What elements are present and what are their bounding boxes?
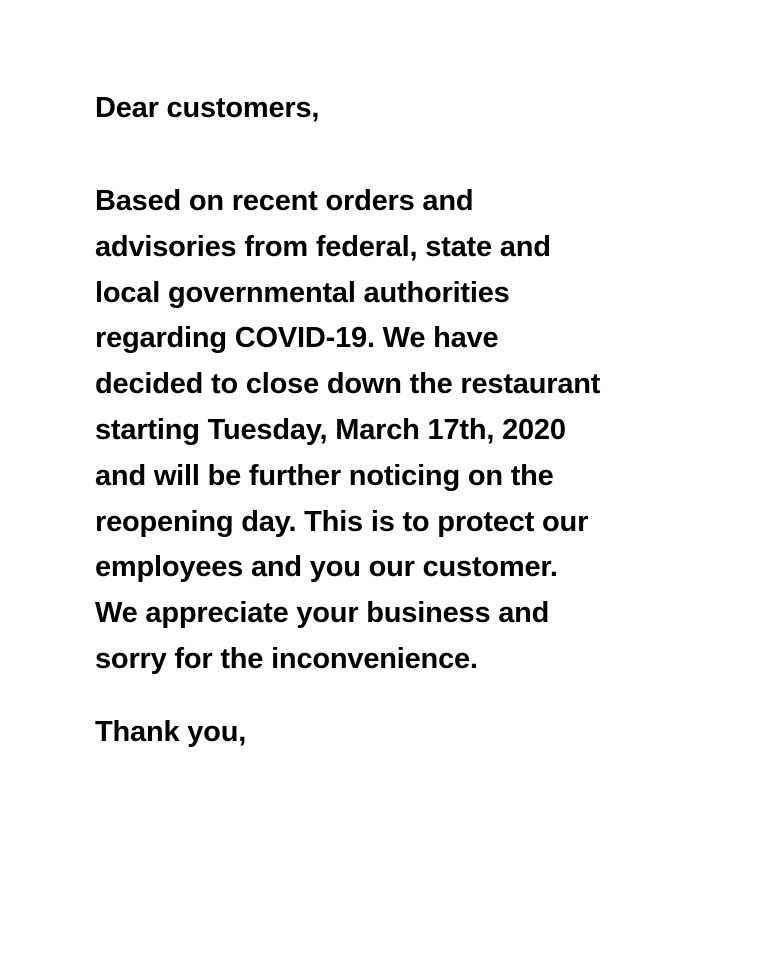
body-line: sorry for the inconvenience.: [95, 642, 478, 675]
body-line: Based on recent orders and: [95, 185, 474, 217]
body-line: starting Tuesday, March 17th, 2020: [95, 413, 566, 446]
body-line: We appreciate your business and: [95, 597, 550, 630]
body-line: regarding COVID-19. We have: [95, 322, 499, 355]
closing: Thank you,: [95, 716, 247, 748]
body-line: decided to close down the restaurant: [95, 368, 601, 401]
greeting: Dear customers,: [95, 92, 320, 124]
body-line: and will be further noticing on the: [95, 459, 554, 492]
body-line: advisories from federal, state and: [95, 230, 551, 263]
body-line: reopening day. This is to protect our: [95, 505, 589, 538]
notice-body: [95, 179, 600, 683]
body-line: employees and you our customer.: [95, 551, 558, 584]
body-line: local governmental authorities: [95, 276, 510, 309]
